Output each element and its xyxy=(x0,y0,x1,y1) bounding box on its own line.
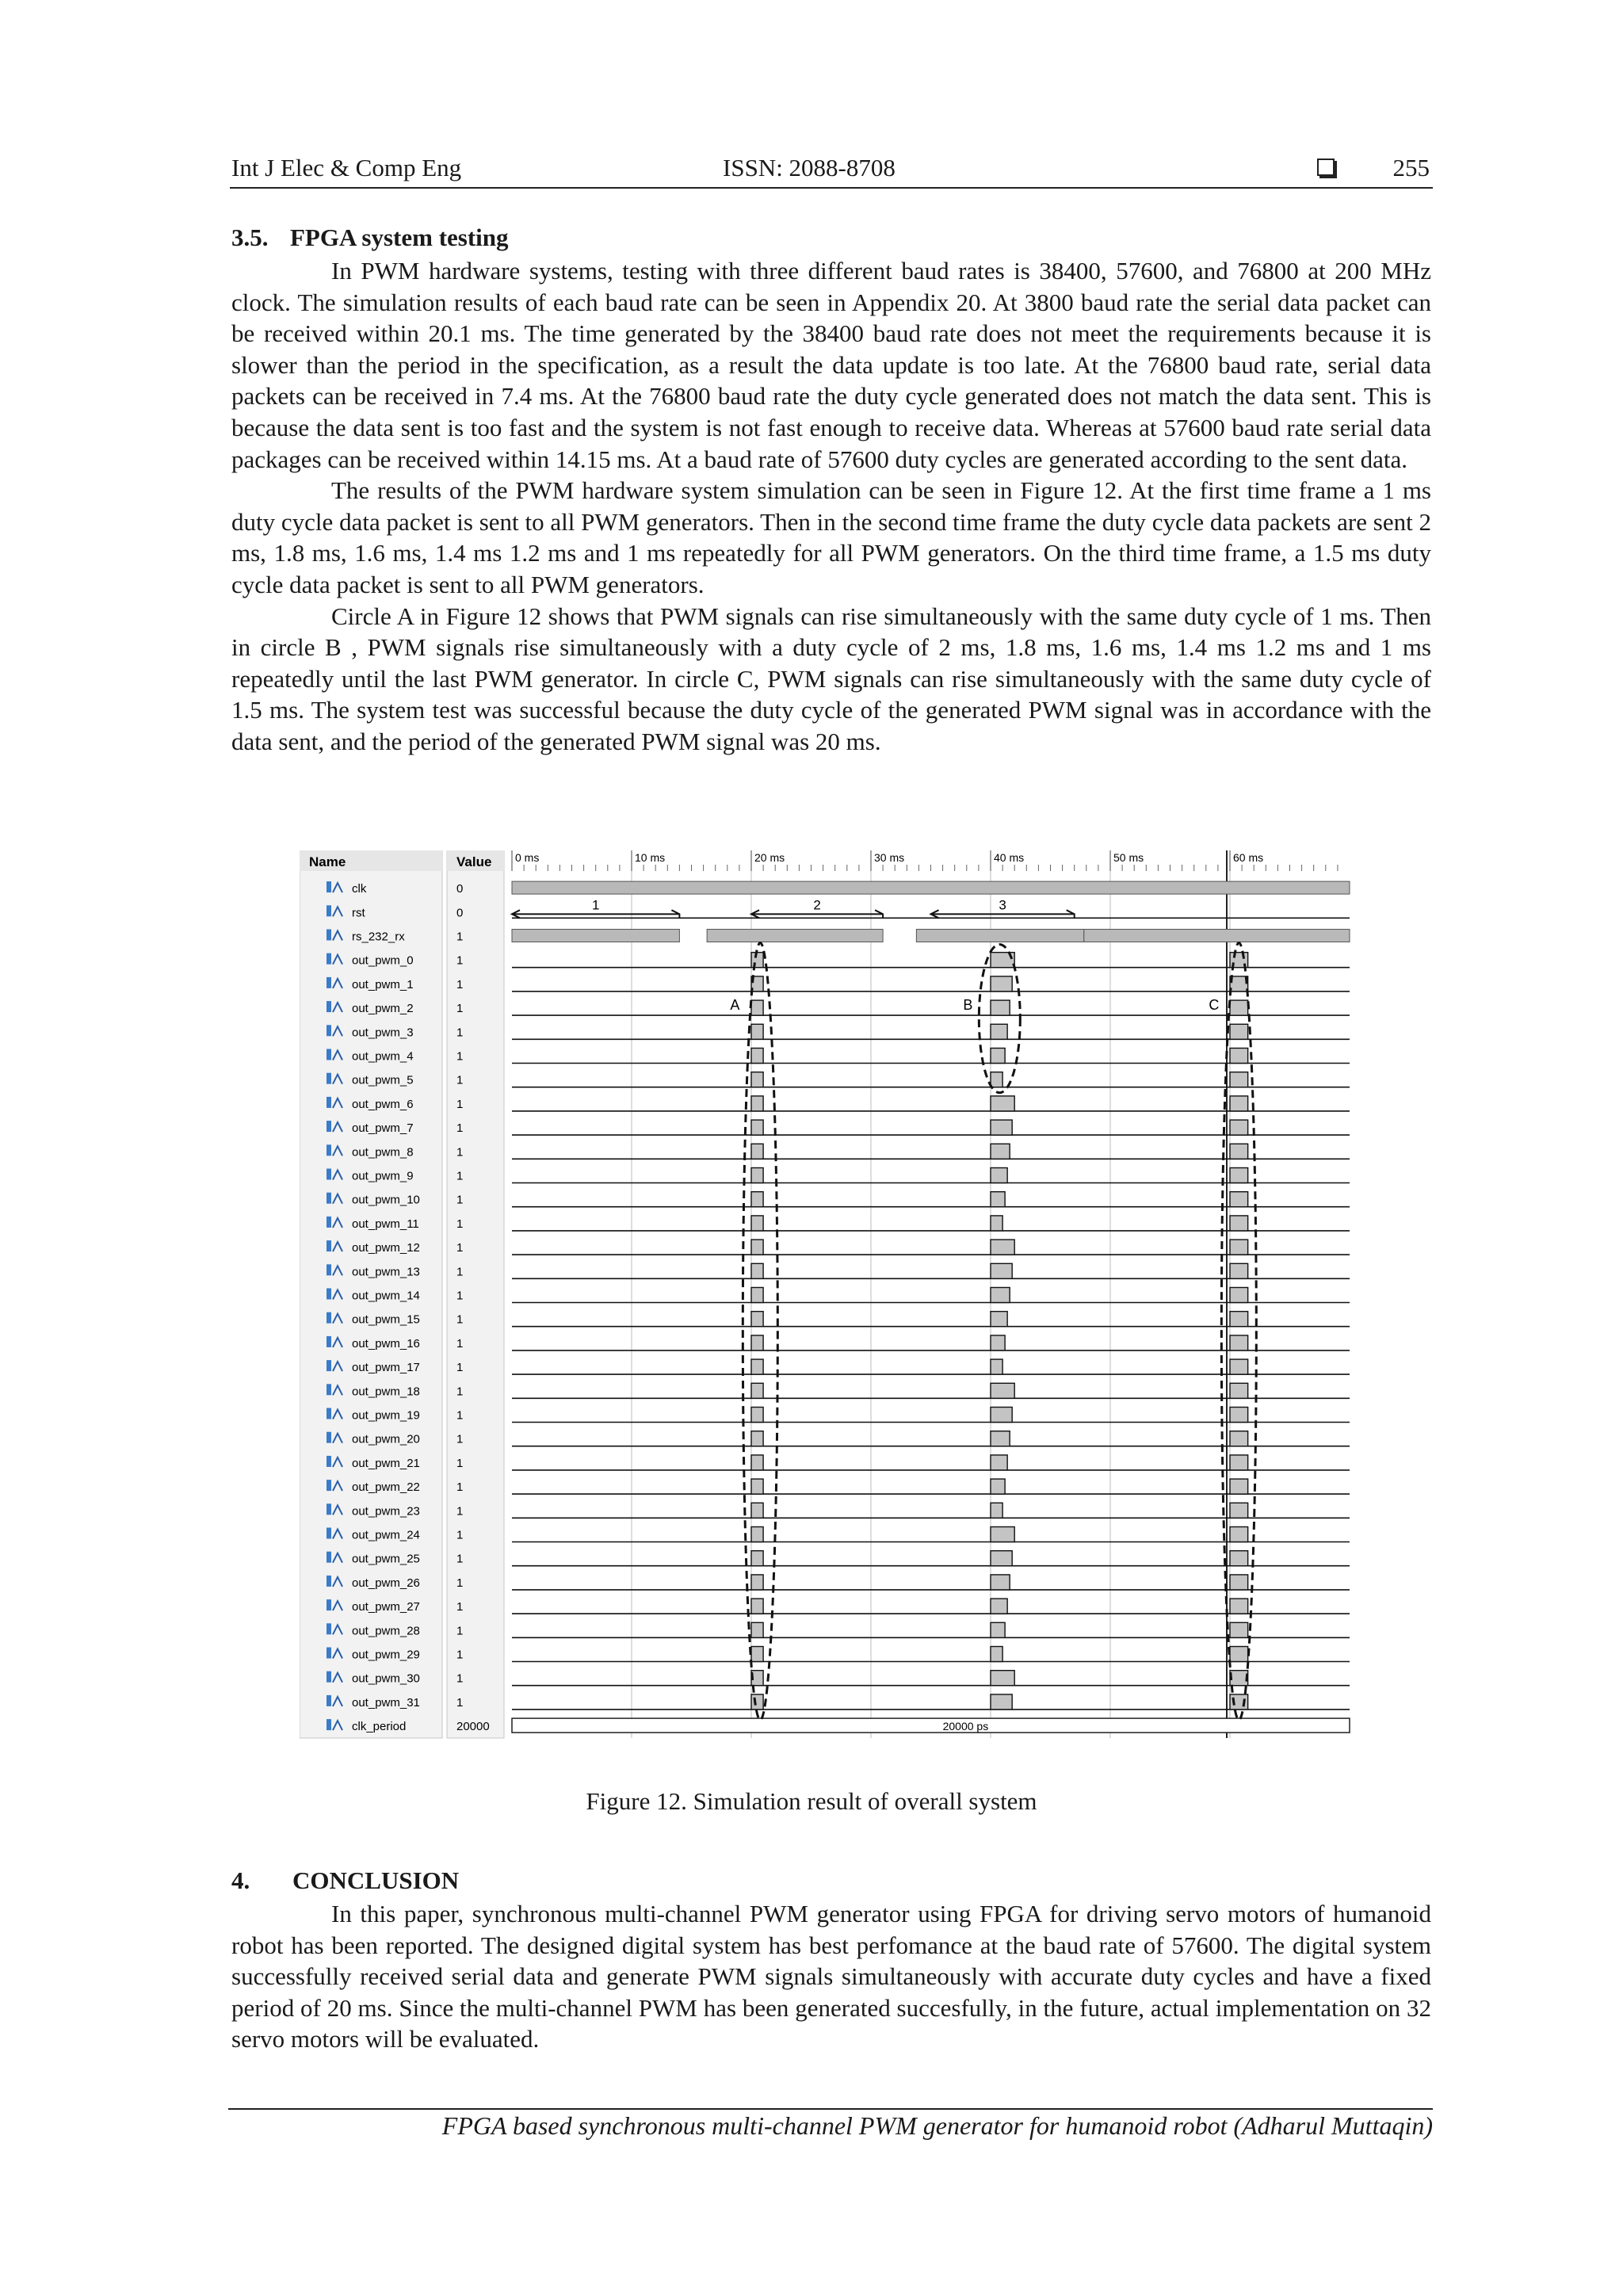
pwm-pulse xyxy=(1230,1527,1248,1542)
signal-value: 1 xyxy=(456,1695,464,1710)
signal-value: 1 xyxy=(456,930,464,944)
signal-name: out_pwm_10 xyxy=(352,1193,420,1207)
pwm-pulse xyxy=(1230,1599,1248,1614)
signal-name: out_pwm_13 xyxy=(352,1265,420,1279)
pwm-pulse xyxy=(751,1240,763,1255)
page-header xyxy=(230,152,1433,189)
section-heading-3-5 xyxy=(231,223,509,252)
pwm-pulse xyxy=(1230,1288,1248,1303)
frame-label: 1 xyxy=(591,897,600,913)
pwm-pulse xyxy=(751,1359,763,1374)
pwm-pulse xyxy=(1230,1671,1248,1686)
pwm-pulse xyxy=(1230,1622,1248,1637)
signal-name: out_pwm_3 xyxy=(352,1026,414,1040)
signal-name: out_pwm_26 xyxy=(352,1576,420,1590)
rx-burst xyxy=(512,930,679,942)
clk-period-bus xyxy=(512,1718,1350,1733)
clk-wave xyxy=(512,881,1350,894)
pwm-pulse xyxy=(991,1647,1002,1662)
rx-burst xyxy=(707,930,883,942)
circle-label: B xyxy=(963,997,973,1014)
signal-name: out_pwm_8 xyxy=(352,1145,414,1159)
bus-value: 20000 ps xyxy=(942,1720,989,1733)
frame-label: 2 xyxy=(813,897,821,913)
signal-name: out_pwm_17 xyxy=(352,1361,420,1375)
time-tick-label: 30 ms xyxy=(874,851,905,864)
signal-value: 1 xyxy=(456,1002,464,1016)
pwm-pulse xyxy=(1230,1359,1248,1374)
signal-value: 1 xyxy=(456,1480,464,1495)
signal-value: 1 xyxy=(456,1169,464,1183)
pwm-pulse xyxy=(1230,1168,1248,1183)
signal-name: out_pwm_1 xyxy=(352,977,414,991)
pwm-pulse xyxy=(991,1024,1007,1039)
pwm-pulse xyxy=(991,1168,1007,1183)
pwm-pulse xyxy=(751,1503,763,1518)
signal-name: out_pwm_9 xyxy=(352,1169,414,1183)
signal-value: 1 xyxy=(456,977,464,991)
section-number: 3.5. xyxy=(231,223,269,251)
pwm-pulse xyxy=(991,1431,1010,1446)
circle-label: C xyxy=(1209,997,1220,1014)
signal-name: clk_period xyxy=(352,1720,407,1734)
pwm-pulse xyxy=(991,1000,1010,1015)
signal-name: out_pwm_20 xyxy=(352,1432,420,1446)
pwm-pulse xyxy=(751,1455,763,1470)
time-tick-label: 60 ms xyxy=(1233,851,1264,864)
pwm-pulse xyxy=(991,1599,1007,1614)
signal-value: 1 xyxy=(456,1073,464,1087)
rx-burst xyxy=(1084,930,1350,942)
signal-name: out_pwm_19 xyxy=(352,1408,420,1423)
pwm-pulse xyxy=(991,1408,1012,1423)
signal-value: 1 xyxy=(456,1026,464,1040)
pwm-pulse xyxy=(991,1694,1012,1710)
signal-name: out_pwm_2 xyxy=(352,1002,414,1016)
pwm-pulse xyxy=(751,1288,763,1303)
signal-name: out_pwm_31 xyxy=(352,1695,420,1710)
signal-name: out_pwm_15 xyxy=(352,1312,420,1327)
pwm-pulse xyxy=(991,1503,1002,1518)
pwm-pulse xyxy=(751,1312,763,1327)
pwm-pulse xyxy=(1230,1383,1248,1398)
pwm-pulse xyxy=(751,1000,763,1015)
signal-value: 1 xyxy=(456,1097,464,1111)
page-footer: FPGA based synchronous multi-channel PWM generator for humanoid robot (Adharul Muttaqin) xyxy=(441,2111,1433,2140)
pwm-pulse xyxy=(991,1359,1002,1374)
footer-rule xyxy=(228,2108,1433,2110)
pwm-pulse xyxy=(751,1049,763,1064)
signal-value: 1 xyxy=(456,1193,464,1207)
pwm-pulse xyxy=(751,1120,763,1135)
signal-value: 1 xyxy=(456,1504,464,1519)
signal-name: out_pwm_30 xyxy=(352,1671,420,1686)
section-title: CONCLUSION xyxy=(292,1866,460,1894)
signal-value: 1 xyxy=(456,1265,464,1279)
time-tick-label: 0 ms xyxy=(515,851,540,864)
pwm-pulse xyxy=(991,1383,1014,1398)
pwm-pulse xyxy=(991,1049,1005,1064)
pwm-pulse xyxy=(751,1599,763,1614)
pwm-pulse xyxy=(1230,1096,1248,1111)
pwm-pulse xyxy=(751,1647,763,1662)
signal-name: out_pwm_11 xyxy=(352,1217,419,1231)
signal-value: 1 xyxy=(456,1671,464,1686)
pwm-pulse xyxy=(1230,1000,1248,1015)
pwm-pulse xyxy=(751,1383,763,1398)
pwm-pulse xyxy=(991,1096,1014,1111)
rx-burst xyxy=(916,930,1083,942)
paragraph: Circle A in Figure 12 shows that PWM signals can rise simultaneously with the same duty cycle of 1 ms. Then in circle B , PWM signals rise simultaneously with a duty cycle of 2 ms, 1.8 ms, 1.6 ms, 1.4 ms 1.2 ms and 1 ms repeatedly until the last PWM generator. In circle C, PWM signals can rise simultaneously with the same duty cycle of 1.5 ms. The system test was successful because the duty cycle of the generated PWM signal was in accordance with the data sent, and the period of the generated PWM signal was 20 ms. xyxy=(231,602,1431,755)
signal-name: out_pwm_0 xyxy=(352,953,414,968)
signal-name: out_pwm_7 xyxy=(352,1121,414,1136)
journal-name: Int J Elec & Comp Eng xyxy=(231,154,462,181)
figure-caption: Figure 12. Simulation result of overall system xyxy=(586,1787,1037,1815)
pwm-pulse xyxy=(991,1144,1010,1159)
page-number: 255 xyxy=(1392,154,1430,181)
pwm-pulse xyxy=(1230,1216,1248,1231)
waveform-viewer xyxy=(300,850,1365,1754)
pwm-pulse xyxy=(1230,1335,1248,1350)
pwm-pulse xyxy=(991,1527,1014,1542)
pwm-pulse xyxy=(1230,1431,1248,1446)
signal-value: 1 xyxy=(456,1456,464,1470)
pwm-pulse xyxy=(991,1216,1002,1231)
time-tick-label: 10 ms xyxy=(635,851,666,864)
pwm-pulse xyxy=(751,1192,763,1207)
pwm-pulse xyxy=(991,1263,1012,1278)
signal-name: out_pwm_27 xyxy=(352,1600,420,1614)
name-header: Name xyxy=(309,854,346,869)
section-title: FPGA system testing xyxy=(290,223,509,251)
pwm-pulse xyxy=(751,1096,763,1111)
signal-value: 1 xyxy=(456,1600,464,1614)
pwm-pulse xyxy=(751,1551,763,1566)
section-number: 4. xyxy=(231,1866,250,1894)
pwm-pulse xyxy=(1230,1144,1248,1159)
pwm-pulse xyxy=(751,1431,763,1446)
signal-value: 0 xyxy=(456,906,464,920)
pwm-pulse xyxy=(1230,1408,1248,1423)
circle-label: A xyxy=(730,997,740,1014)
signal-value: 1 xyxy=(456,953,464,968)
pwm-pulse xyxy=(751,1144,763,1159)
pwm-pulse xyxy=(1230,1503,1248,1518)
pwm-pulse xyxy=(991,1622,1005,1637)
pwm-pulse xyxy=(991,1312,1007,1327)
signal-value: 1 xyxy=(456,1648,464,1662)
signal-value: 1 xyxy=(456,1408,464,1423)
pwm-pulse xyxy=(751,1694,763,1710)
signal-name: rst xyxy=(352,906,365,920)
signal-name: out_pwm_18 xyxy=(352,1385,420,1399)
signal-name: out_pwm_22 xyxy=(352,1480,420,1495)
section-body-4 xyxy=(231,1898,1431,2055)
box-icon xyxy=(1317,159,1335,176)
signal-value: 20000 xyxy=(456,1720,490,1734)
signal-name: out_pwm_28 xyxy=(352,1624,420,1638)
pwm-pulse xyxy=(1230,1120,1248,1135)
pwm-pulse xyxy=(1230,1024,1248,1039)
pwm-pulse xyxy=(751,1216,763,1231)
pwm-pulse xyxy=(991,1192,1005,1207)
pwm-pulse xyxy=(991,1671,1014,1686)
issn: ISSN: 2088-8708 xyxy=(723,154,896,181)
signal-value: 1 xyxy=(456,1336,464,1350)
signal-value: 1 xyxy=(456,1528,464,1542)
pwm-pulse xyxy=(751,1263,763,1278)
time-tick-label: 40 ms xyxy=(994,851,1025,864)
signal-name: out_pwm_4 xyxy=(352,1049,414,1064)
signal-name: out_pwm_23 xyxy=(352,1504,420,1519)
signal-name: out_pwm_25 xyxy=(352,1552,420,1566)
signal-value: 1 xyxy=(456,1385,464,1399)
signal-name: out_pwm_21 xyxy=(352,1456,420,1470)
signal-name: clk xyxy=(352,882,367,896)
signal-value: 1 xyxy=(456,1624,464,1638)
signal-name: out_pwm_14 xyxy=(352,1289,420,1303)
pwm-pulse xyxy=(1230,1575,1248,1590)
pwm-pulse xyxy=(1230,1551,1248,1566)
pwm-pulse xyxy=(991,1335,1005,1350)
section-heading-4 xyxy=(231,1866,459,1895)
signal-value: 1 xyxy=(456,1121,464,1136)
pwm-pulse xyxy=(991,1575,1010,1590)
signal-name: out_pwm_24 xyxy=(352,1528,420,1542)
pwm-pulse xyxy=(751,953,763,968)
paragraph: In PWM hardware systems, testing with three different baud rates is 38400, 57600, and 76800 at 200 MHz clock. The simulation results of each baud rate can be seen in Appendix 20. At 3800 baud rate the serial data packet can be received within 20.1 ms. The time generated by the 38400 baud rate does not meet the requirements because it is slower than the period in the specification, as a result the data update is too late. At the 76800 baud rate, serial data packets can be received in 7.4 ms. At the 76800 baud rate the duty cycle generated does not match the data sent. This is because the data sent is too fast and the system is not fast enough to receive data. Whereas at 57600 baud rate serial data packages can be received within 14.15 ms. At a baud rate of 57600 duty cycles are generated according to the sent data. xyxy=(231,257,1431,473)
signal-name: rs_232_rx xyxy=(352,930,405,944)
signal-value: 1 xyxy=(456,1576,464,1590)
pwm-pulse xyxy=(991,1072,1002,1087)
signal-value: 1 xyxy=(456,1241,464,1255)
pwm-pulse xyxy=(1230,1263,1248,1278)
pwm-pulse xyxy=(751,1335,763,1350)
signal-value: 1 xyxy=(456,1289,464,1303)
signal-value: 1 xyxy=(456,1552,464,1566)
pwm-pulse xyxy=(751,1575,763,1590)
signal-name: out_pwm_5 xyxy=(352,1073,414,1087)
pwm-pulse xyxy=(1230,1455,1248,1470)
signal-value: 1 xyxy=(456,1361,464,1375)
signal-value: 0 xyxy=(456,882,464,896)
pwm-pulse xyxy=(751,1479,763,1494)
pwm-pulse xyxy=(991,1240,1014,1255)
pwm-pulse xyxy=(1230,1192,1248,1207)
signal-value: 1 xyxy=(456,1312,464,1327)
signal-value: 1 xyxy=(456,1145,464,1159)
pwm-pulse xyxy=(1230,1312,1248,1327)
pwm-pulse xyxy=(751,1168,763,1183)
signal-value: 1 xyxy=(456,1217,464,1231)
pwm-pulse xyxy=(751,1072,763,1087)
time-tick-label: 50 ms xyxy=(1113,851,1144,864)
paragraph: In this paper, synchronous multi-channel PWM generator using FPGA for driving servo motors of humanoid robot has been reported. The designed digital system has best perfomance at the baud rate of 57600. The digital system successfully received serial data and generate PWM signals simultaneously with accurate duty cycles and have a fixed period of 20 ms. Since the multi-channel PWM has been generated succesfully, in the future, actual implementation on 32 servo motors will be evaluated. xyxy=(231,1900,1431,2053)
pwm-pulse xyxy=(991,976,1012,991)
figure-12 xyxy=(300,850,1365,1754)
paragraph: The results of the PWM hardware system simulation can be seen in Figure 12. At the first time frame a 1 ms duty cycle data packet is sent to all PWM generators. Then in the second time frame the duty cycle data packets are sent 2 ms, 1.8 ms, 1.6 ms, 1.4 ms 1.2 ms and 1 ms repeatedly for all PWM generators. On the third time frame, a 1.5 ms duty cycle data packet is sent to all PWM generators. xyxy=(231,476,1431,598)
signal-value: 1 xyxy=(456,1432,464,1446)
pwm-pulse xyxy=(991,1455,1007,1470)
pwm-pulse xyxy=(991,1479,1005,1494)
pwm-pulse xyxy=(991,1120,1012,1135)
pwm-pulse xyxy=(751,1024,763,1039)
pwm-pulse xyxy=(751,1622,763,1637)
pwm-pulse xyxy=(1230,1049,1248,1064)
section-body-3-5 xyxy=(231,255,1431,758)
pwm-pulse xyxy=(751,1527,763,1542)
pwm-pulse xyxy=(1230,1072,1248,1087)
time-tick-label: 20 ms xyxy=(754,851,785,864)
value-header: Value xyxy=(456,854,492,869)
pwm-pulse xyxy=(751,1408,763,1423)
pwm-pulse xyxy=(1230,1479,1248,1494)
pwm-pulse xyxy=(1230,1647,1248,1662)
pwm-pulse xyxy=(1230,1240,1248,1255)
frame-label: 3 xyxy=(999,897,1006,913)
signal-name: out_pwm_6 xyxy=(352,1097,414,1111)
pwm-pulse xyxy=(991,1551,1012,1566)
signal-name: out_pwm_29 xyxy=(352,1648,420,1662)
signal-value: 1 xyxy=(456,1049,464,1064)
signal-name: out_pwm_12 xyxy=(352,1241,420,1255)
pwm-pulse xyxy=(991,1288,1010,1303)
signal-name: out_pwm_16 xyxy=(352,1336,420,1350)
